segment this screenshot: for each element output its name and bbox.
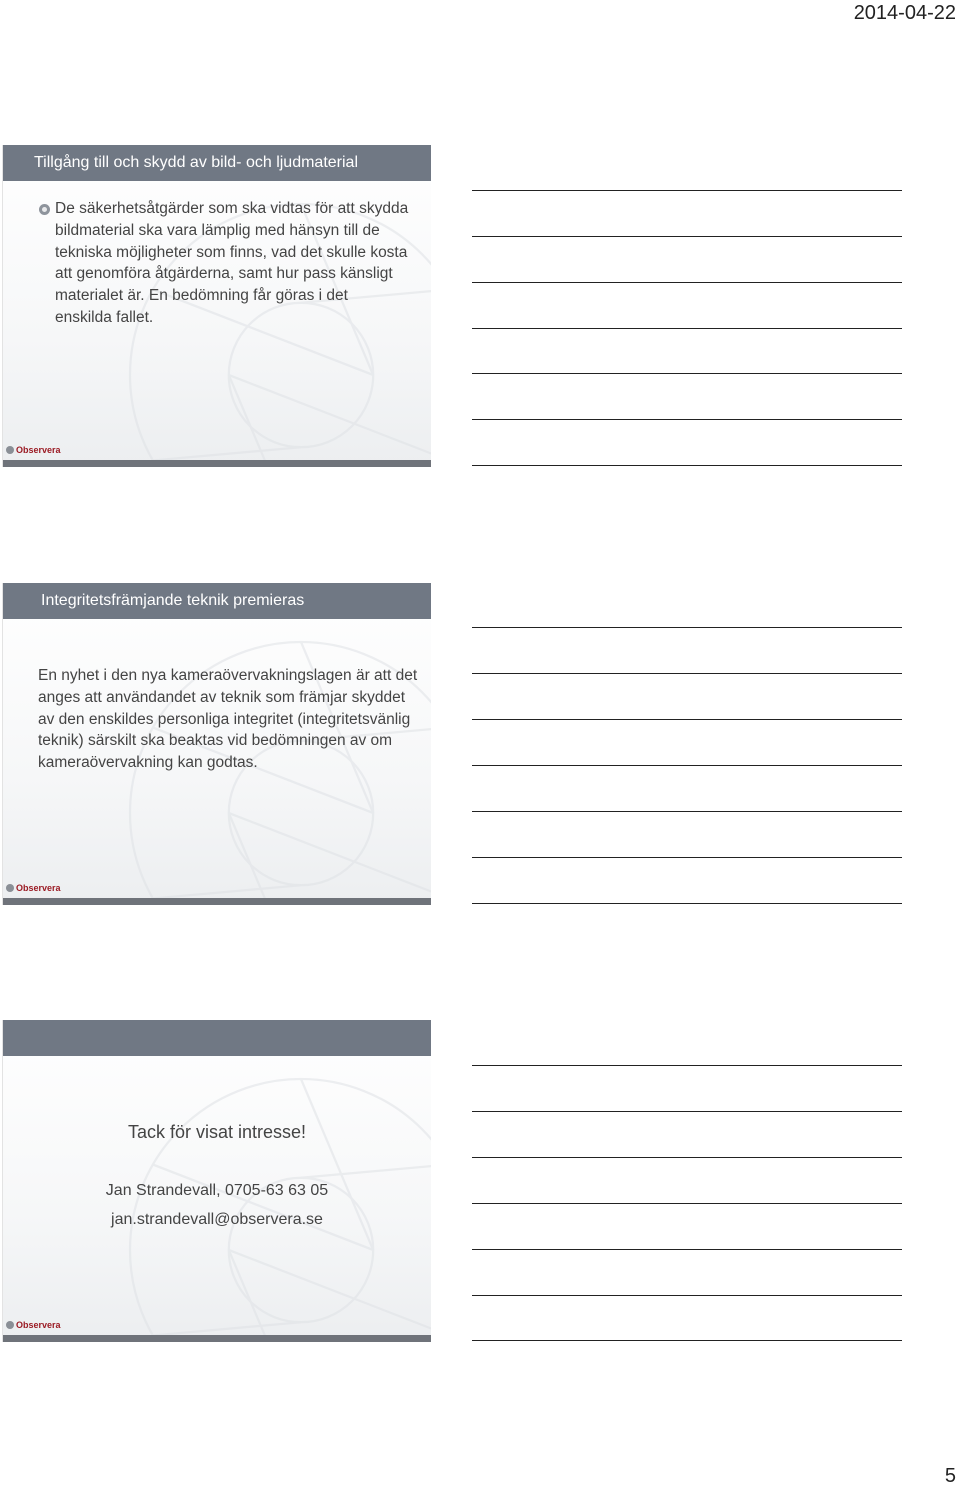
- note-line: [472, 719, 902, 720]
- note-line: [472, 1249, 902, 1250]
- note-line: [472, 465, 902, 466]
- slide-1: [2, 145, 431, 467]
- slide-3: [2, 1020, 431, 1342]
- note-line: [472, 419, 902, 420]
- note-line: [472, 1203, 902, 1204]
- slide-footer-strip: [3, 898, 431, 905]
- note-line: [472, 328, 902, 329]
- slide-footer-strip: [3, 1335, 431, 1342]
- logo-mark-icon: [6, 446, 14, 454]
- slide-body: [3, 1122, 431, 1234]
- note-line: [472, 627, 902, 628]
- note-line: [472, 857, 902, 858]
- note-line: [472, 765, 902, 766]
- note-line: [472, 673, 902, 674]
- note-line: [472, 1157, 902, 1158]
- observera-logo: Observera: [6, 1318, 61, 1332]
- slide-title: Tillgång till och skydd av bild- och ljudmaterial: [3, 145, 431, 181]
- observera-logo: Observera: [6, 881, 61, 895]
- observera-logo: Observera: [6, 443, 61, 457]
- logo-mark-icon: [6, 884, 14, 892]
- slide-2: [2, 583, 431, 905]
- note-line: [472, 903, 902, 904]
- note-line: [472, 190, 902, 191]
- note-line: [472, 236, 902, 237]
- note-line: [472, 1111, 902, 1112]
- note-line: [472, 373, 902, 374]
- note-line: [472, 282, 902, 283]
- note-line: [472, 811, 902, 812]
- note-line: [472, 1295, 902, 1296]
- contact-name-phone: Jan Strandevall, 0705-63 63 05: [105, 1181, 329, 1199]
- slide-footer-strip: [3, 460, 431, 467]
- logo-mark-icon: [6, 1321, 14, 1329]
- page-date: 2014-04-22: [853, 2, 956, 24]
- bullet-icon: [39, 204, 50, 215]
- slide-title: [3, 1020, 431, 1056]
- thanks-text: Tack för visat intresse!: [127, 1122, 307, 1142]
- note-line: [472, 1065, 902, 1066]
- slide-body: [39, 198, 409, 329]
- slide-body: En nyhet i den nya kameraövervakningslagen är att det anges att användandet av teknik som främjar skyddet av den enskildes personliga integritet (integritetsvänlig teknik) särskilt ska beaktas vid bedömningen av om kameraövervakning kan godtas.: [38, 667, 418, 772]
- contact-email: jan.strandevall@observera.se: [111, 1210, 323, 1228]
- note-line: [472, 1340, 902, 1341]
- slide-title: Integritetsfrämjande teknik premieras: [3, 583, 431, 619]
- bullet-text: De säkerhetsåtgärder som ska vidtas för att skydda bildmaterial ska vara lämplig med hänsyn till de tekniska möjligheter som finns, vad det skulle kosta att genomföra åtgärderna, samt hur pass känsligt materialet är. En bedömning får göras i det enskilda fallet.: [55, 200, 409, 326]
- page-number: 5: [944, 1465, 956, 1487]
